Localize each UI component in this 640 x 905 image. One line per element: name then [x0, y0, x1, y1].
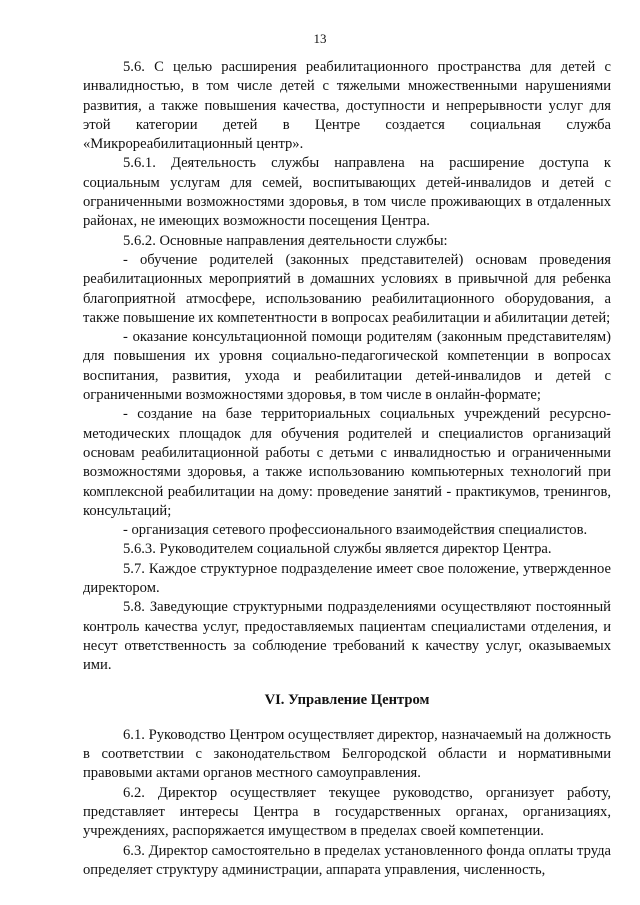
paragraph-5-6-1: 5.6.1. Деятельность службы направлена на расширение доступа к социальным услугам для семей, воспитывающих детей-инвалидов и детей с ограниченными возможностями здоровья, в том числе проживающих в отдаленных районах, не имеющих возможности посещения Центра. [83, 155, 611, 230]
list-item-consulting: - оказание консультационной помощи родителям (законным представителям) для повышения их уровня социально-педагогической компетенции в вопросах воспитания, развития, ухода и реабилитации детей-инвалидов и детей с ограниченными возможностями здоровья, в том числе в онлайн-формате; [83, 329, 611, 404]
paragraph-5-6-3: 5.6.3. Руководителем социальной службы является директор Центра. [123, 541, 552, 558]
paragraph-6-2: 6.2. Директор осуществляет текущее руководство, организует работу, представляет интересы Центра в государственных органах, организациях, учреждениях, распоряжается имуществом в пределах своей компетенции. [83, 784, 611, 840]
document-body [83, 58, 611, 880]
page-number: 13 [313, 31, 327, 46]
paragraph-5-8: 5.8. Заведующие структурными подразделениями осуществляют постоянный контроль качества услуг, предоставляемых пациентам специалистами отделения, и несут ответственность за соблюдение требований к качеству услуг, оказываемых ими. [83, 599, 611, 674]
list-item-network-interaction: - организация сетевого профессионального взаимодействия специалистов. [123, 522, 588, 539]
list-item-resource-platforms: - создание на базе территориальных социальных учреждений ресурсно-методических площадок для обучения родителей и специалистов организаций основам реабилитационной работы с детьми с инвалидностью и ограниченными возможностями здоровья, а также использованию компьютерных технологий при комплексной реабилитации на дому: проведение занятий - практикумов, тренингов, консультаций; [83, 406, 611, 519]
paragraph-5-7: 5.7. Каждое структурное подразделение имеет свое положение, утвержденное директором. [83, 560, 611, 597]
paragraph-6-3: 6.3. Директор самостоятельно в пределах установленного фонда оплаты труда определяет структуру администрации, аппарата управления, численность, [83, 842, 611, 878]
paragraph-6-1: 6.1. Руководство Центром осуществляет директор, назначаемый на должность в соответствии с законодательством Белгородской области и нормативными правовыми актами органов местного самоуправления. [83, 726, 611, 782]
list-item-training-parents: - обучение родителей (законных представителей) основам проведения реабилитационных мероприятий в домашних условиях в привычной для ребенка благоприятной атмосфере, использованию реабилитационного оборудования, а также повышение их компетентности в вопросах реабилитации и абилитации детей; [83, 251, 611, 326]
section-heading: VI. Управление Центром [264, 691, 430, 708]
paragraph-5-6-2: 5.6.2. Основные направления деятельности службы: [123, 232, 448, 249]
paragraph-5-6: 5.6. С целью расширения реабилитационного пространства для детей с инвалидностью, в том числе детей с тяжелыми множественными нарушениями развития, а также повышения качества, доступности и непрерывности услуг для этой категории детей в Центре создается социальная служба «Микрореабилитационный центр». [83, 59, 611, 153]
